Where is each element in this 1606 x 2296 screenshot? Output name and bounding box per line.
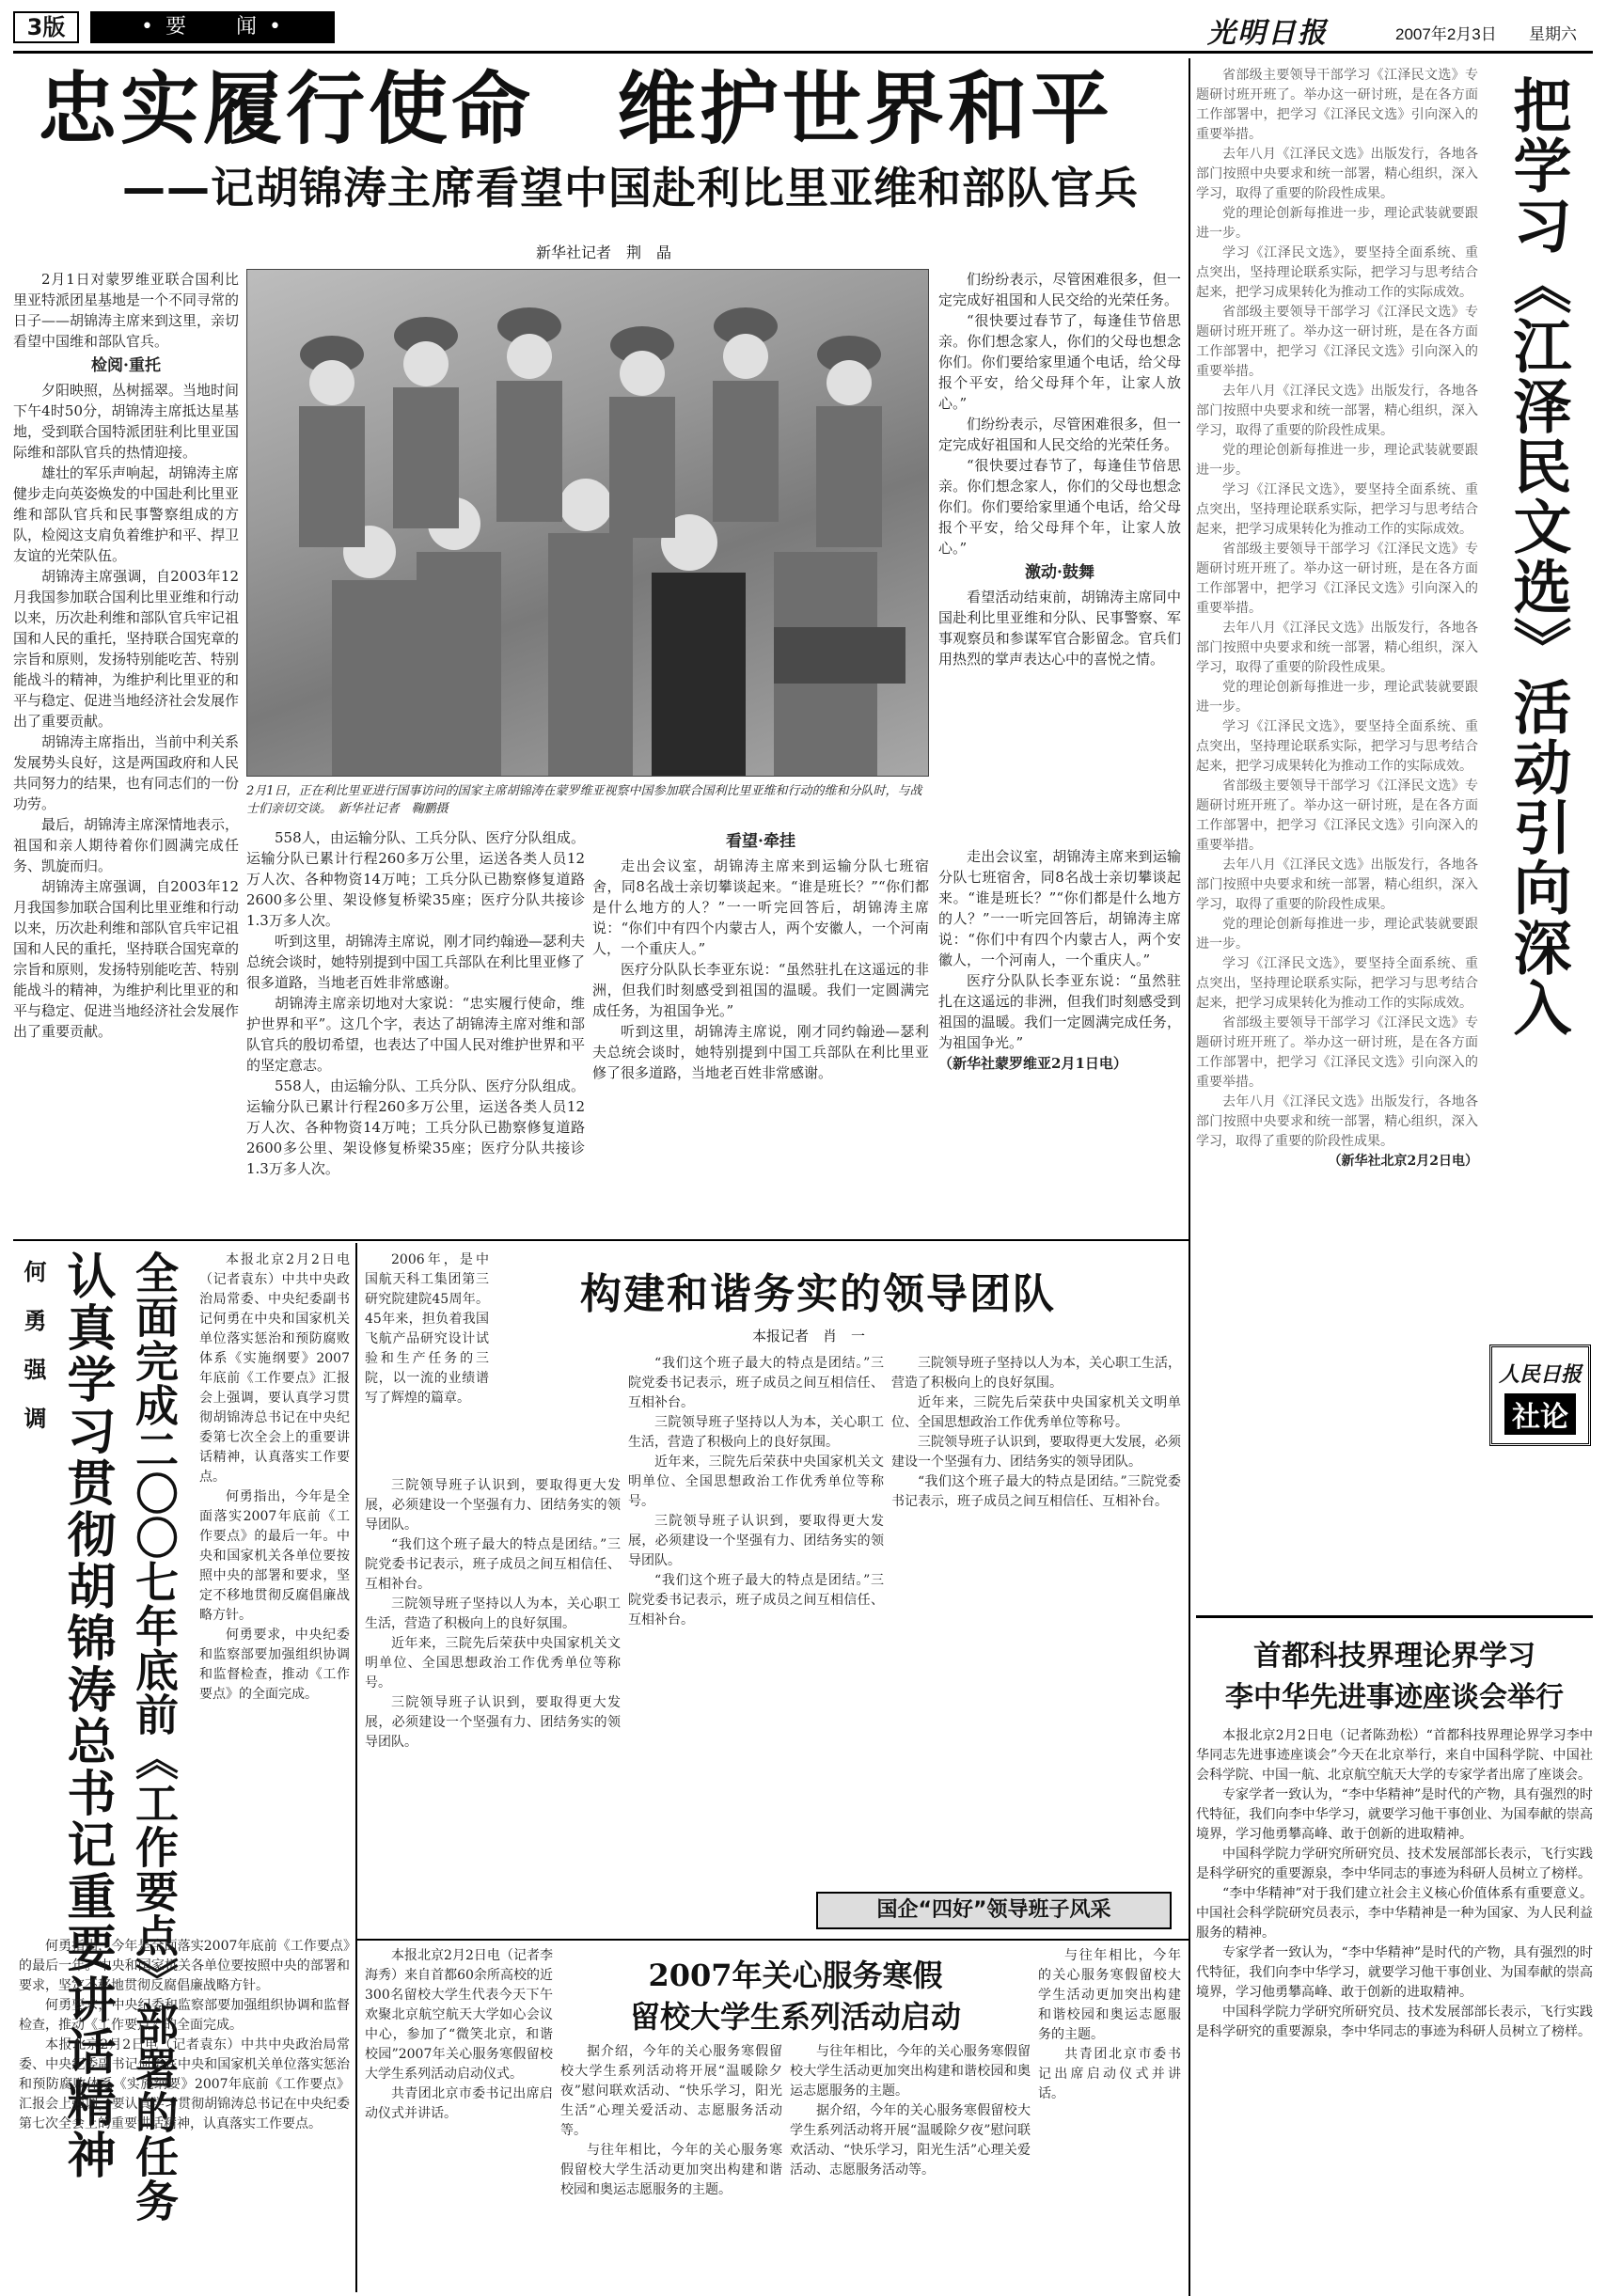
lead-title: 忠实履行使命 维护世界和平 <box>38 63 1114 155</box>
editorial-paragraph: 党的理论创新每推进一步，理论武装就要跟进一步。 <box>1196 680 1478 715</box>
science-title-2: 李中华先进事迹座谈会举行 <box>1225 1681 1564 1714</box>
lead-paragraph: 听到这里，胡锦涛主席说，刚才同约翰逊—瑟利夫总统会谈时，她特别提到中国工兵部队在利比里亚修了很多道路，当地老百姓非常感谢。 <box>246 933 585 991</box>
team-paragraph: 三院领导班子认识到，要取得更大发展，必须建设一个坚强有力、团结务实的领导团队。 <box>365 1478 621 1533</box>
lead-paragraph: 雄壮的军乐声响起，胡锦涛主席健步走向英姿焕发的中国赴利比里亚维和部队官兵和民事警察组成的方队，检阅这支肩负着维护和平、捍卫友谊的光荣队伍。 <box>13 464 239 564</box>
volunteer-paragraph: 与往年相比，今年的关心服务寒假留校大学生活动更加突出构建和谐校园和奥运志愿服务的主题。 <box>790 2044 1031 2099</box>
lead-paragraph: 们纷纷表示，尽管困难很多，但一定完成好祖国和人民交给的光荣任务。 <box>938 271 1181 308</box>
team-paragraph: 2006年，是中国航天科工集团第三研究院建院45周年。45年来，担负着我国飞航产品研究设计试验和生产任务的三院，以一流的业绩谱写了辉煌的篇章。 <box>365 1252 489 1406</box>
lead-paragraph: 胡锦涛主席亲切地对大家说：“忠实履行使命，维护世界和平”。这几个字，表达了胡锦涛主席对维和部队官兵的殷切希望，也表达了中国人民对维护世界和平的坚定意志。 <box>246 995 585 1074</box>
science-paragraph: 中国科学院力学研究所研究员、技术发展部部长表示，飞行实践是科学研究的重要源泉，李中华同志的事迹为科研人员树立了榜样。 <box>1196 1847 1593 1881</box>
volunteer-title-2: 留校大学生系列活动启动 <box>629 1999 961 2035</box>
team-paragraph: 三院领导班子认识到，要取得更大发展，必须建设一个坚强有力、团结务实的领导团队。 <box>891 1435 1181 1470</box>
photo-caption: 2月1日，正在利比里亚进行国事访问的国家主席胡锦涛在蒙罗维亚视察中国参加联合国利比里亚维和行动的维和分队时，与战士们亲切交谈。 新华社记者 鞠鹏摄 <box>246 784 922 816</box>
team-column-3 <box>891 1354 1181 1880</box>
team-paragraph: 三院领导班子坚持以人为本，关心职工生活，营造了积极向上的良好氛围。 <box>891 1356 1181 1391</box>
keynote-body-top <box>199 1250 350 1927</box>
team-paragraph: 近年来，三院先后荣获中央国家机关文明单位、全国思想政治工作优秀单位等称号。 <box>628 1455 884 1509</box>
section-divider <box>13 1239 1189 1241</box>
team-banner: 国企“四好”领导班子风采 <box>816 1892 1172 1929</box>
section-label: • 要 闻 • <box>90 11 335 43</box>
lead-paragraph: 医疗分队队长李亚东说：“虽然驻扎在这遥远的非洲，但我们时刻感受到祖国的温暖。我们一定圆满完成任务，为祖国争光。” <box>592 961 929 1019</box>
keynote-body-bottom <box>19 1937 350 2290</box>
editorial-paragraph: 党的理论创新每推进一步，理论武装就要跟进一步。 <box>1196 206 1478 241</box>
keynote-headline-2-text: 全面完成二〇〇七年底前《工作要点》部署的任务 <box>129 1250 180 2223</box>
team-paragraph: 近年来，三院先后荣获中央国家机关文明单位、全国思想政治工作优秀单位等称号。 <box>365 1636 621 1691</box>
science-paragraph: 本报北京2月2日电（记者陈劲松）“首都科技界理论界学习李中华同志先进事迹座谈会”今天在北京举行，来自中国科学院、中国社会科学院、中国一航、北京航空航天大学的专家学者出席了座谈会。 <box>1196 1728 1593 1783</box>
section-heading-1: 检阅·重托 <box>91 356 161 375</box>
team-title: 构建和谐务实的领导团队 <box>580 1270 1056 1318</box>
team-paragraph: 三院领导班子认识到，要取得更大发展，必须建设一个坚强有力、团结务实的领导团队。 <box>365 1695 621 1750</box>
lead-dateline: （新华社蒙罗维亚2月1日电） <box>938 1055 1127 1072</box>
team-paragraph: 三院领导班子坚持以人为本，关心职工生活，营造了积极向上的良好氛围。 <box>628 1415 884 1450</box>
keynote-paragraph: 何勇要求，中央纪委和监察部要加强组织协调和监督检查，推动《工作要点》的全面完成。 <box>19 1998 350 2033</box>
lead-paragraph: 走出会议室，胡锦涛主席来到运输分队七班宿舍，同8名战士亲切攀谈起来。“谁是班长？”“你们都是什么地方的人？”一一听完回答后，胡锦涛主席说：“你们中有四个内蒙古人，两个安徽人，一个河南人，一个重庆人。” <box>592 857 929 957</box>
editorial-paragraph: 省部级主要领导干部学习《江泽民文选》专题研讨班开班了。举办这一研讨班，是在各方面工作部署中，把学习《江泽民文选》引向深入的重要举措。 <box>1196 1015 1478 1090</box>
editorial-paragraph: 学习《江泽民文选》，要坚持全面系统、重点突出，坚持理论联系实际，把学习与思考结合起来，把学习成果转化为推动工作的实际成效。 <box>1196 482 1478 537</box>
lead-paragraph: “很快要过春节了，每逢佳节倍思亲。你们想念家人，你们的父母也想念你们。你们要给家里通个电话，给父母报个平安，给父母拜个年，让家人放心。” <box>938 457 1181 557</box>
lead-paragraph: “很快要过春节了，每逢佳节倍思亲。你们想念家人，你们的父母也想念你们。你们要给家里通个电话，给父母报个平安，给父母拜个年，让家人放心。” <box>938 312 1181 412</box>
editorial-body <box>1196 66 1478 1608</box>
keynote-headline-1-text: 认真学习贯彻胡锦涛总书记重要讲话精神 <box>58 1250 115 2181</box>
issue-date: 2007年2月3日 <box>1395 25 1497 43</box>
editorial-paragraph: 去年八月《江泽民文选》出版发行，各地各部门按照中央要求和统一部署，精心组织，深入学习，取得了重要的阶段性成果。 <box>1196 147 1478 201</box>
volunteer-column-2 <box>790 2042 1031 2290</box>
editorial-title <box>1495 75 1589 1109</box>
editorial-paragraph: 去年八月《江泽民文选》出版发行，各地各部门按照中央要求和统一部署，精心组织，深入学习，取得了重要的阶段性成果。 <box>1196 621 1478 675</box>
team-paragraph: “我们这个班子最大的特点是团结。”三院党委书记表示，班子成员之间互相信任、互相补台。 <box>365 1537 621 1592</box>
section-heading-3: 激动·鼓舞 <box>1025 563 1094 582</box>
volunteer-column-3 <box>1038 1946 1181 2290</box>
volunteer-lead <box>365 1946 553 2290</box>
volunteer-paragraph: 共青团北京市委书记出席启动仪式并讲话。 <box>1038 2047 1181 2101</box>
team-column-2 <box>628 1354 884 1918</box>
badge-label: 社论 <box>1504 1393 1576 1435</box>
team-column-1 <box>365 1476 621 1927</box>
volunteer-paragraph: 与往年相比，今年的关心服务寒假留校大学生活动更加突出构建和谐校园和奥运志愿服务的主题。 <box>560 2143 782 2197</box>
keynote-paragraph: 何勇要求，中央纪委和监察部要加强组织协调和监督检查，推动《工作要点》的全面完成。 <box>199 1628 350 1702</box>
editorial-paragraph: 省部级主要领导干部学习《江泽民文选》专题研讨班开班了。举办这一研讨班，是在各方面工作部署中，把学习《江泽民文选》引向深入的重要举措。 <box>1196 68 1478 142</box>
volunteer-title-1: 2007年关心服务寒假 <box>648 1958 943 1993</box>
volunteer-paragraph: 据介绍，今年的关心服务寒假留校大学生系列活动将开展“温暖除夕夜”慰问联欢活动、“快乐学习，阳光生活”心理关爱活动、志愿服务活动等。 <box>560 2044 782 2138</box>
editorial-paragraph: 省部级主要领导干部学习《江泽民文选》专题研讨班开班了。举办这一研讨班，是在各方面工作部署中，把学习《江泽民文选》引向深入的重要举措。 <box>1196 305 1478 379</box>
science-title-1: 首都科技界理论界学习 <box>1253 1640 1535 1673</box>
column-divider <box>355 1243 357 2292</box>
editorial-title-text: 把学习《江泽民文选》活动引向深入 <box>1504 75 1572 1038</box>
science-paragraph: 专家学者一致认为，“李中华精神”是时代的产物，具有强烈的时代特征，我们向李中华学习，就要学习他干事创业、为国奉献的崇高境界，学习他勇攀高峰、敢于创新的进取精神。 <box>1196 1787 1593 1842</box>
newspaper-logo: 光明日报 <box>1207 17 1328 50</box>
lead-intro: 2月1日对蒙罗维亚联合国利比里亚特派团星基地是一个不同寻常的日子——胡锦涛主席来到这里，亲切看望中国维和部队官兵。 <box>13 271 239 350</box>
keynote-paragraph: 本报北京2月2日电（记者袁东）中共中央政治局常委、中央纪委副书记何勇在中央和国家机关单位落实惩治和预防腐败体系《实施纲要》2007年底前《工作要点》汇报会上强调，要认真学习贯彻胡锦涛总书记在中央纪委第七次全会上的重要讲话精神，认真落实工作要点。 <box>19 2037 350 2131</box>
team-paragraph: “我们这个班子最大的特点是团结。”三院党委书记表示，班子成员之间互相信任、互相补台。 <box>891 1474 1181 1509</box>
keynote-author <box>17 1260 55 1570</box>
lead-paragraph: 胡锦涛主席强调，自2003年12月我国参加联合国利比里亚维和行动以来，历次赴利维和部队官兵牢记祖国和人民的重托，坚持联合国宪章的宗旨和原则，发扬特别能吃苦、特别能战斗的精神，为维护利比里亚的和平与稳定、促进当地经济社会发展作出了重要贡献。 <box>13 878 239 1040</box>
editorial-paragraph: 学习《江泽民文选》，要坚持全面系统、重点突出，坚持理论联系实际，把学习与思考结合起来，把学习成果转化为推动工作的实际成效。 <box>1196 719 1478 774</box>
editorial-paragraph: 去年八月《江泽民文选》出版发行，各地各部门按照中央要求和统一部署，精心组织，深入学习，取得了重要的阶段性成果。 <box>1196 1094 1478 1149</box>
masthead <box>13 8 1593 49</box>
science-body <box>1196 1726 1593 2290</box>
team-byline: 本报记者 肖 一 <box>752 1328 866 1345</box>
team-paragraph: 三院领导班子认识到，要取得更大发展，必须建设一个坚强有力、团结务实的领导团队。 <box>628 1514 884 1568</box>
keynote-paragraph: 本报北京2月2日电（记者袁东）中共中央政治局常委、中央纪委副书记何勇在中央和国家机关单位落实惩治和预防腐败体系《实施纲要》2007年底前《工作要点》汇报会上强调，要认真学习贯彻胡锦涛总书记在中央纪委第七次全会上的重要讲话精神，认真落实工作要点。 <box>199 1252 350 1485</box>
volunteer-paragraph: 共青团北京市委书记出席启动仪式并讲话。 <box>365 2086 553 2121</box>
editorial-paragraph: 党的理论创新每推进一步，理论武装就要跟进一步。 <box>1196 917 1478 951</box>
team-paragraph: 三院领导班子坚持以人为本，关心职工生活，营造了积极向上的良好氛围。 <box>365 1596 621 1631</box>
editorial-paragraph: 学习《江泽民文选》，要坚持全面系统、重点突出，坚持理论联系实际，把学习与思考结合起来，把学习成果转化为推动工作的实际成效。 <box>1196 245 1478 300</box>
keynote-author-text: 何 勇 强 调 <box>20 1260 47 1431</box>
team-lead <box>365 1250 489 1467</box>
column-divider <box>1189 58 1190 2296</box>
editorial-paragraph: 去年八月《江泽民文选》出版发行，各地各部门按照中央要求和统一部署，精心组织，深入学习，取得了重要的阶段性成果。 <box>1196 384 1478 438</box>
lead-paragraph: 胡锦涛主席指出，当前中利关系发展势头良好，这是两国政府和人民共同努力的结果，也有同志们的一份功劳。 <box>13 733 239 812</box>
editorial-rule <box>1196 1615 1593 1618</box>
science-paragraph: 中国科学院力学研究所研究员、技术发展部部长表示，飞行实践是科学研究的重要源泉，李中华同志的事迹为科研人员树立了榜样。 <box>1196 2005 1593 2039</box>
science-paragraph: 专家学者一致认为，“李中华精神”是时代的产物，具有强烈的时代特征，我们向李中华学习，就要学习他干事创业、为国奉献的崇高境界，学习他勇攀高峰、敢于创新的进取精神。 <box>1196 1945 1593 2000</box>
team-paragraph: “我们这个班子最大的特点是团结。”三院党委书记表示，班子成员之间互相信任、互相补台。 <box>628 1356 884 1410</box>
lead-photo <box>246 269 929 777</box>
lead-paragraph: 558人，由运输分队、工兵分队、医疗分队组成。运输分队已累计行程260多万公里，运送各类人员12万人次、各种物资14万吨；工兵分队已勘察修复道路2600多公里、架设修复桥梁35座；医疗分队共接诊1.3万多人次。 <box>246 829 585 929</box>
editorial-paragraph: 省部级主要领导干部学习《江泽民文选》专题研讨班开班了。举办这一研讨班，是在各方面工作部署中，把学习《江泽民文选》引向深入的重要举措。 <box>1196 542 1478 616</box>
lead-paragraph: 听到这里，胡锦涛主席说，刚才同约翰逊—瑟利夫总统会谈时，她特别提到中国工兵部队在利比里亚修了很多道路，当地老百姓非常感谢。 <box>592 1023 929 1081</box>
lead-paragraph: 夕阳映照，丛树摇翠。当地时间下午4时50分，胡锦涛主席抵达星基地，受到联合国特派团驻利比里亚国际维和部队官兵的热情迎接。 <box>13 382 239 461</box>
lead-subtitle: ——记胡锦涛主席看望中国赴利比里亚维和部队官兵 <box>122 163 1139 213</box>
lead-byline: 新华社记者 荆 晶 <box>536 244 672 261</box>
lead-paragraph: 走出会议室，胡锦涛主席来到运输分队七班宿舍，同8名战士亲切攀谈起来。“谁是班长？”“你们都是什么地方的人？”一一听完回答后，胡锦涛主席说：“你们中有四个内蒙古人，两个安徽人，一个河南人，一个重庆人。” <box>938 848 1181 968</box>
volunteer-paragraph: 与往年相比，今年的关心服务寒假留校大学生活动更加突出构建和谐校园和奥运志愿服务的主题。 <box>1038 1948 1181 2042</box>
keynote-paragraph: 何勇指出，今年是全面落实2007年底前《工作要点》的最后一年。中央和国家机关各单位要按照中央的部署和要求，坚定不移地贯彻反腐倡廉战略方针。 <box>19 1939 350 1993</box>
section-divider <box>357 1939 1189 1941</box>
issue-weekday: 星期六 <box>1529 25 1577 43</box>
lead-column-5 <box>938 846 1181 1232</box>
team-paragraph: “我们这个班子最大的特点是团结。”三院党委书记表示，班子成员之间互相信任、互相补台。 <box>628 1573 884 1628</box>
lead-paragraph: 医疗分队队长李亚东说：“虽然驻扎在这遥远的非洲，但我们时刻感受到祖国的温暖。我们一定圆满完成任务，为祖国争光。” <box>938 972 1181 1051</box>
keynote-paragraph: 何勇指出，今年是全面落实2007年底前《工作要点》的最后一年。中央和国家机关各单位要按照中央的部署和要求，坚定不移地贯彻反腐倡廉战略方针。 <box>199 1489 350 1623</box>
editorial-paragraph: 党的理论创新每推进一步，理论武装就要跟进一步。 <box>1196 443 1478 478</box>
lead-column-4 <box>938 269 1181 842</box>
editorial-badge <box>1489 1345 1591 1446</box>
photo-figures <box>247 270 929 777</box>
masthead-rule <box>13 51 1593 54</box>
lead-paragraph: 最后，胡锦涛主席深情地表示，祖国和亲人期待着你们圆满完成任务、凯旋而归。 <box>13 816 239 874</box>
volunteer-column-1 <box>560 2042 782 2290</box>
page-number: 3版 <box>13 11 79 43</box>
editorial-paragraph: 省部级主要领导干部学习《江泽民文选》专题研讨班开班了。举办这一研讨班，是在各方面工作部署中，把学习《江泽民文选》引向深入的重要举措。 <box>1196 778 1478 853</box>
lead-paragraph: 看望活动结束前，胡锦涛主席同中国赴利比里亚维和分队、民事警察、军事观察员和参谋军官合影留念。官兵们用热烈的掌声表达心中的喜悦之情。 <box>938 589 1181 668</box>
editorial-paragraph: 学习《江泽民文选》，要坚持全面系统、重点突出，坚持理论联系实际，把学习与思考结合起来，把学习成果转化为推动工作的实际成效。 <box>1196 956 1478 1011</box>
lead-column-1 <box>13 269 239 1230</box>
lead-column-3 <box>592 827 929 1232</box>
editorial-paragraph: 去年八月《江泽民文选》出版发行，各地各部门按照中央要求和统一部署，精心组织，深入学习，取得了重要的阶段性成果。 <box>1196 857 1478 912</box>
lead-paragraph: 胡锦涛主席强调，自2003年12月我国参加联合国利比里亚维和行动以来，历次赴利维和部队官兵牢记祖国和人民的重托，坚持联合国宪章的宗旨和原则，发扬特别能吃苦、特别能战斗的精神，为维护利比里亚的和平与稳定、促进当地经济社会发展作出了重要贡献。 <box>13 568 239 730</box>
editorial-dateline: （新华社北京2月2日电） <box>1328 1154 1478 1169</box>
lead-paragraph: 558人，由运输分队、工兵分队、医疗分队组成。运输分队已累计行程260多万公里，运送各类人员12万人次、各种物资14万吨；工兵分队已勘察修复道路2600多公里、架设修复桥梁35座；医疗分队共接诊1.3万多人次。 <box>246 1077 585 1177</box>
science-paragraph: “李中华精神”对于我们建立社会主义核心价值体系有重要意义。中国社会科学院研究员表示，李中华精神是一种为国家、为人民利益服务的精神。 <box>1196 1886 1593 1941</box>
lead-column-2 <box>246 827 585 1232</box>
lead-paragraph: 们纷纷表示，尽管困难很多，但一定完成好祖国和人民交给的光荣任务。 <box>938 416 1181 453</box>
badge-paper-name: 人民日报 <box>1498 1362 1582 1387</box>
team-paragraph: 近年来，三院先后荣获中央国家机关文明单位、全国思想政治工作优秀单位等称号。 <box>891 1395 1181 1430</box>
volunteer-paragraph: 据介绍，今年的关心服务寒假留校大学生系列活动将开展“温暖除夕夜”慰问联欢活动、“快乐学习，阳光生活”心理关爱活动、志愿服务活动等。 <box>790 2103 1031 2178</box>
section-heading-2: 看望·牵挂 <box>726 832 795 851</box>
volunteer-paragraph: 本报北京2月2日电（记者李海秀）来自首都60余所高校的近300名留校大学生代表今天下午欢聚北京航空航天大学如心会议中心，参加了“微笑北京，和谐校园”2007年关心服务寒假留校大学生系列活动启动仪式。 <box>365 1948 553 2082</box>
